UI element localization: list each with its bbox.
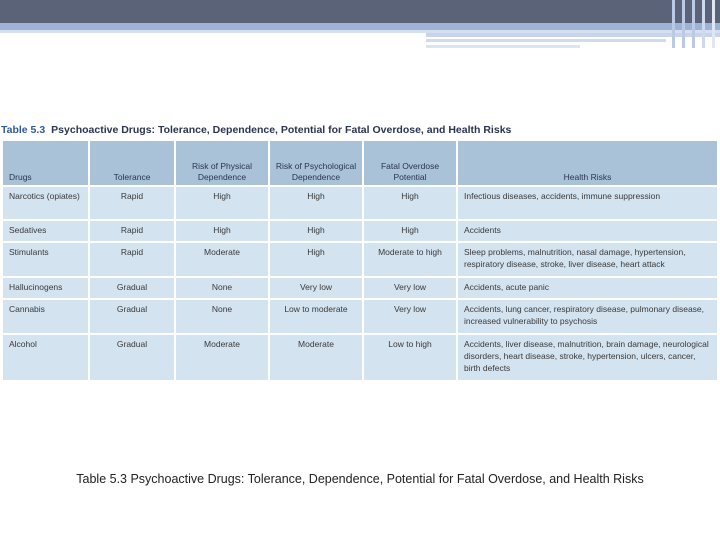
top-decor-line <box>426 45 580 48</box>
header-tolerance: Tolerance <box>90 141 174 185</box>
table-title-text: Psychoactive Drugs: Tolerance, Dependence, Potential for Fatal Overdose, and Health Risks <box>51 124 512 136</box>
header-physical-dependence: Risk of Physical Dependence <box>176 141 268 185</box>
table-number: Table 5.3 <box>1 124 46 136</box>
header-psychological-dependence: Risk of Psychological Dependence <box>270 141 362 185</box>
header-health-risks: Health Risks <box>458 141 717 185</box>
cell-tolerance: Gradual <box>90 278 174 298</box>
cell-tolerance: Rapid <box>90 187 174 219</box>
cell-health-risks: Accidents <box>458 221 717 241</box>
cell-physical: None <box>176 278 268 298</box>
cell-tolerance: Gradual <box>90 300 174 333</box>
cell-drug: Narcotics (opiates) <box>3 187 88 219</box>
cell-overdose: Moderate to high <box>364 243 456 276</box>
top-decor-band-blue <box>0 23 720 30</box>
cell-drug: Sedatives <box>3 221 88 241</box>
cell-drug: Alcohol <box>3 335 88 380</box>
cell-overdose: High <box>364 187 456 219</box>
corner-decor-stripe <box>682 0 685 48</box>
table-row <box>3 335 717 380</box>
cell-health-risks: Accidents, lung cancer, respiratory disease, pulmonary disease, increased vulnerability to psychosis <box>458 300 717 333</box>
top-decor-band <box>0 0 720 23</box>
cell-psychological: Low to moderate <box>270 300 362 333</box>
table-row <box>3 278 717 298</box>
cell-drug: Hallucinogens <box>3 278 88 298</box>
cell-physical: Moderate <box>176 335 268 380</box>
cell-physical: None <box>176 300 268 333</box>
cell-psychological: Moderate <box>270 335 362 380</box>
table-header-row <box>3 141 717 185</box>
table-row <box>3 221 717 241</box>
header-fatal-overdose: Fatal Overdose Potential <box>364 141 456 185</box>
cell-health-risks: Accidents, acute panic <box>458 278 717 298</box>
corner-decor-stripe <box>712 0 715 48</box>
corner-decor-stripe <box>692 0 695 48</box>
cell-overdose: Very low <box>364 300 456 333</box>
top-decor-line <box>426 33 720 37</box>
table-title <box>1 124 511 136</box>
corner-decor-stripe <box>702 0 705 48</box>
table-row <box>3 187 717 219</box>
table-row <box>3 243 717 276</box>
cell-overdose: High <box>364 221 456 241</box>
cell-health-risks: Sleep problems, malnutrition, nasal damage, hypertension, respiratory disease, stroke, liver disease, heart attack <box>458 243 717 276</box>
cell-physical: Moderate <box>176 243 268 276</box>
cell-psychological: High <box>270 187 362 219</box>
cell-overdose: Low to high <box>364 335 456 380</box>
cell-psychological: High <box>270 221 362 241</box>
cell-tolerance: Rapid <box>90 221 174 241</box>
table-row <box>3 300 717 333</box>
cell-overdose: Very low <box>364 278 456 298</box>
cell-tolerance: Gradual <box>90 335 174 380</box>
cell-drug: Cannabis <box>3 300 88 333</box>
cell-psychological: Very low <box>270 278 362 298</box>
slide-caption: Table 5.3 Psychoactive Drugs: Tolerance, Dependence, Potential for Fatal Overdose, and Health Risks <box>76 472 644 486</box>
header-drugs: Drugs <box>3 141 88 185</box>
top-decor-line <box>426 39 666 42</box>
corner-decor-stripe <box>672 0 675 48</box>
drug-risk-table <box>1 139 719 382</box>
cell-health-risks: Accidents, liver disease, malnutrition, brain damage, neurological disorders, heart disease, stroke, hypertension, ulcers, cancer, birth defects <box>458 335 717 380</box>
cell-physical: High <box>176 221 268 241</box>
cell-psychological: High <box>270 243 362 276</box>
cell-drug: Stimulants <box>3 243 88 276</box>
cell-physical: High <box>176 187 268 219</box>
cell-tolerance: Rapid <box>90 243 174 276</box>
cell-health-risks: Infectious diseases, accidents, immune suppression <box>458 187 717 219</box>
